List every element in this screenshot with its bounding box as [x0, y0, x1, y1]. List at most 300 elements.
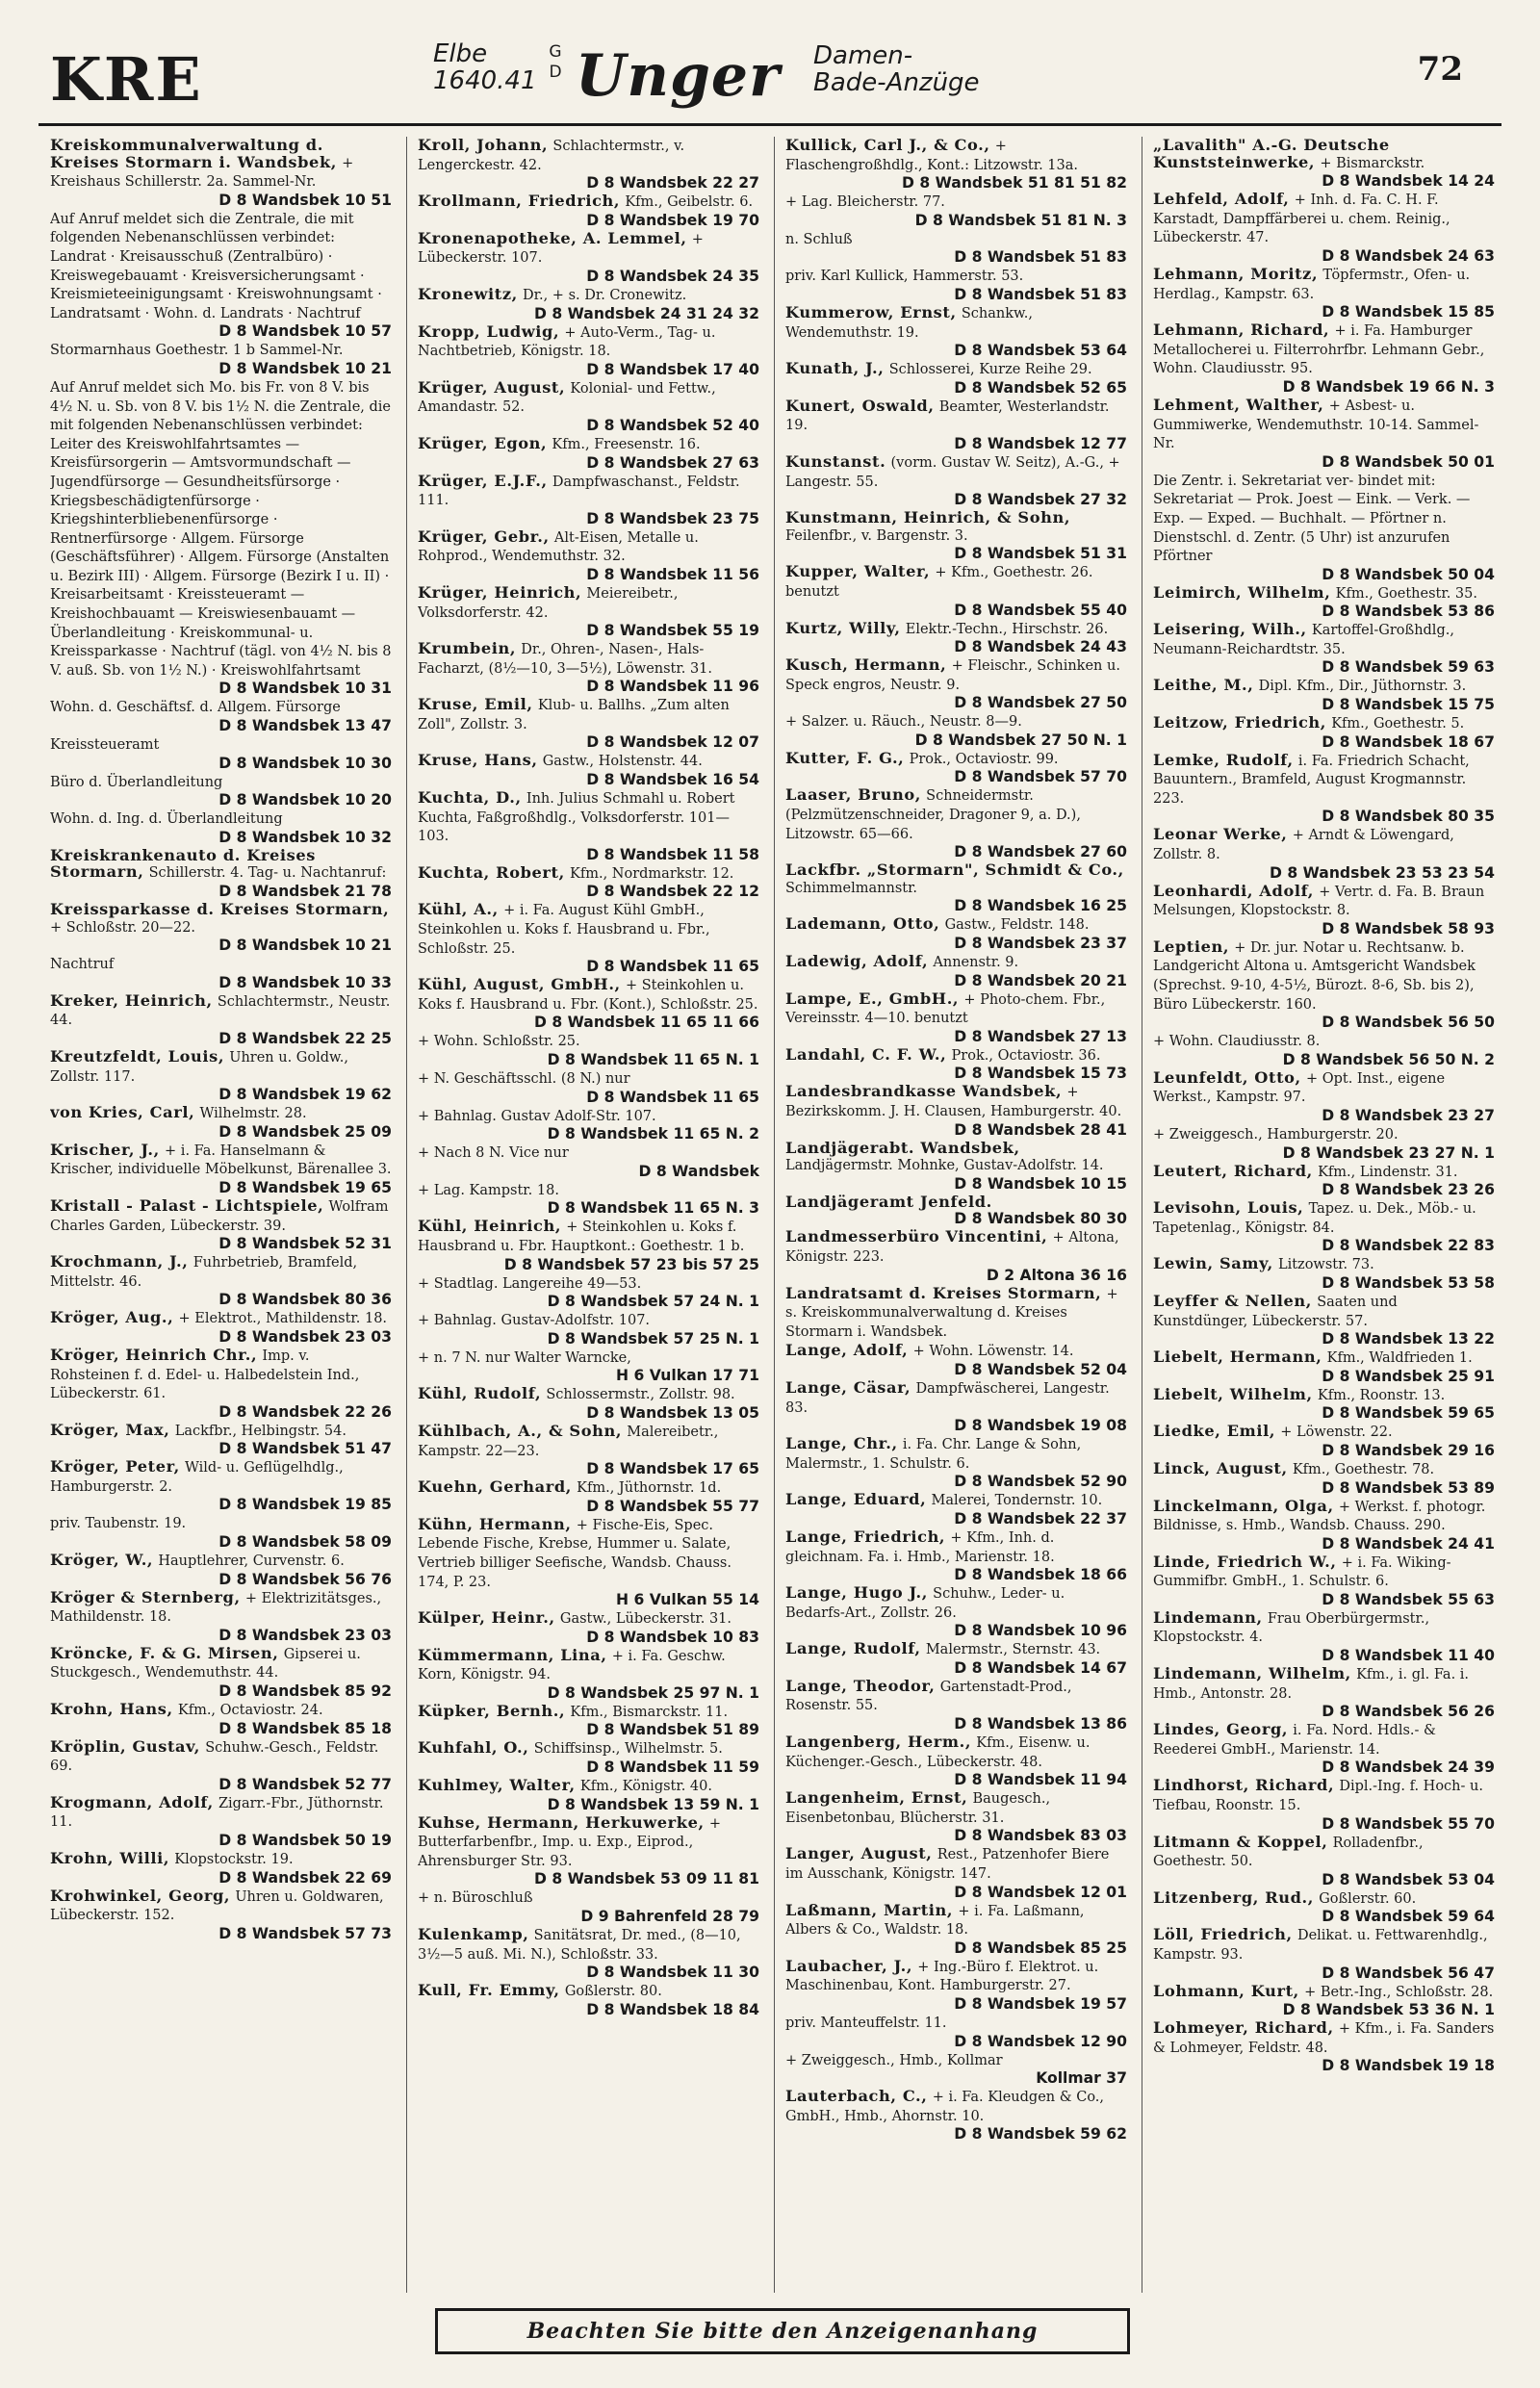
entry-phone: D 8 Wandsbek 25 91 — [1322, 1367, 1495, 1385]
entry-phone: D 8 Wandsbek 51 83 — [954, 248, 1127, 267]
directory-entry — [418, 1478, 759, 1515]
directory-entry — [418, 230, 759, 285]
entry-phone: D 8 Wandsbek 19 85 — [218, 1496, 392, 1514]
entry-description: + Bismarckstr. — [1320, 155, 1425, 171]
directory-entry — [418, 1609, 759, 1646]
entry-phone: D 8 Wandsbek 10 32 — [218, 828, 392, 846]
directory-entry — [50, 773, 392, 809]
entry-phone: D 8 Wandsbek 17 65 — [586, 1460, 759, 1478]
entry-phone: D 8 Wandsbek 16 25 — [954, 897, 1127, 915]
entry-description: Büro d. Überlandleitung — [50, 774, 223, 790]
entry-phone: D 8 Wandsbek 24 39 — [1322, 1759, 1495, 1777]
directory-entry — [785, 1678, 1127, 1733]
directory-entry — [50, 1887, 392, 1942]
entry-name: „Lavalith" A.-G. Deutsche Kunststeinwerke, — [1153, 137, 1390, 171]
entry-description: + n. Büroschluß — [418, 1890, 533, 1907]
directory-entry — [50, 210, 392, 341]
directory-entry — [785, 137, 1127, 192]
page-number: 72 — [1417, 50, 1463, 89]
directory-entry — [785, 1083, 1127, 1138]
entry-phone: D 8 Wandsbek 59 63 — [1322, 658, 1495, 677]
entry-name: Linck, August, — [1153, 1458, 1288, 1477]
directory-entry — [785, 712, 1127, 749]
directory-entry — [785, 915, 1127, 952]
entry-phone: D 8 Wandsbek 14 67 — [954, 1658, 1127, 1677]
column-divider — [406, 137, 407, 2293]
entry-description: + Photo-chem. Fbr., Vereinsstr. 4—10. benutzt — [785, 991, 1106, 1027]
entry-description: + i. Fa. Hanselmann & Krischer, individuelle Möbelkunst, Bärenallee 3. — [50, 1143, 392, 1178]
entry-phone: D 8 Wandsbek 24 63 — [1322, 246, 1495, 265]
directory-entry — [1153, 826, 1495, 881]
entry-phone: D 8 Wandsbek 57 73 — [218, 1924, 392, 1942]
entry-name: Lampe, E., GmbH., — [785, 989, 960, 1008]
entry-description: + Wohn. Claudiusstr. 8. — [1153, 1034, 1321, 1050]
entry-phone: D 8 Wandsbek 56 26 — [1322, 1703, 1495, 1721]
entry-phone: D 9 Bahrenfeld 28 79 — [580, 1908, 759, 1926]
directory-entry — [50, 1253, 392, 1308]
entry-name: Lohmann, Kurt, — [1153, 1981, 1299, 2000]
entry-description: Schankw., Wendemuthstr. 19. — [785, 305, 1033, 341]
entry-phone: D 8 Wandsbek 25 97 N. 1 — [547, 1683, 759, 1702]
entry-name: Lackfbr. „Stormarn", Schmidt & Co., — [785, 860, 1124, 880]
entry-name: Kröger & Sternberg, — [50, 1587, 241, 1606]
entry-phone: D 8 Wandsbek 10 21 — [218, 937, 392, 955]
directory-entry — [785, 453, 1127, 508]
entry-name: Kreiskrankenauto d. Kreises Stormarn, — [50, 845, 316, 882]
entry-phone: D 8 Wandsbek 12 77 — [954, 434, 1127, 452]
ad-left-line1: Elbe — [433, 39, 488, 68]
directory-entry — [418, 696, 759, 751]
entry-description: Kreissteueramt — [50, 737, 160, 754]
directory-entry — [418, 435, 759, 472]
entry-name: Kruse, Hans, — [418, 751, 538, 770]
entry-description: Malermstr., Sternstr. 43. — [925, 1642, 1101, 1658]
entry-phone: D 8 Wandsbek 19 57 — [954, 1995, 1127, 2013]
entry-description: + i. Fa. Wiking-Gummifbr. GmbH., 1. Schulstr. 6. — [1153, 1554, 1451, 1590]
entry-phone: D 8 Wandsbek 22 83 — [1322, 1237, 1495, 1255]
entry-description: Kartoffel-Großhdlg., Neumann-Reichardtstr. 35. — [1153, 623, 1454, 657]
entry-name: Lange, Friedrich, — [785, 1527, 946, 1546]
entry-phone: D 8 Wandsbek 11 65 N. 3 — [547, 1199, 759, 1218]
column-divider — [774, 137, 775, 2293]
entry-description: Schlossermstr., Zollstr. 98. — [546, 1387, 735, 1403]
entry-name: Linde, Friedrich W., — [1153, 1552, 1337, 1571]
directory-entry — [50, 735, 392, 772]
entry-description: Elektr.-Techn., Hirschstr. 26. — [905, 621, 1109, 637]
directory-entry — [785, 1379, 1127, 1434]
entry-phone: D 8 Wandsbek 27 50 — [954, 694, 1127, 712]
entry-phone: H 6 Vulkan 55 14 — [616, 1591, 759, 1609]
entry-phone: D 8 Wandsbek 17 40 — [586, 360, 759, 378]
directory-entry — [418, 1348, 759, 1385]
entry-phone: D 8 Wandsbek 10 96 — [954, 1622, 1127, 1640]
entry-name: Kreutzfeldt, Louis, — [50, 1046, 225, 1066]
entry-description: Klopstockstr. 19. — [174, 1852, 294, 1867]
directory-entry — [1153, 1199, 1495, 1254]
entry-phone: D 8 Wandsbek 83 03 — [954, 1827, 1127, 1845]
directory-entry — [1153, 1665, 1495, 1720]
directory-entry — [50, 992, 392, 1047]
entry-description: Sanitätsrat, Dr. med., (8—10, 3½—5 auß. Mi. N.), Schloßstr. 33. — [418, 1928, 741, 1963]
entry-description: + Lag. Kampstr. 18. — [418, 1182, 559, 1198]
entry-name: Kropp, Ludwig, — [418, 321, 560, 341]
entry-phone: D 8 Wandsbek 13 22 — [1322, 1330, 1495, 1348]
directory-entry — [785, 360, 1127, 397]
entry-description: + i. Fa. Geschw. Korn, Königstr. 94. — [418, 1648, 726, 1683]
directory-entry — [50, 847, 392, 900]
footer-banner — [435, 2308, 1130, 2354]
directory-entry — [1153, 621, 1495, 676]
entry-phone: D 8 Wandsbek 10 15 — [954, 1174, 1127, 1193]
entry-description: Feilenfbr., v. Bargenstr. 3. — [785, 527, 968, 544]
entry-description: Rest., Patzenhofer Biere im Ausschank, Königstr. 147. — [785, 1847, 1110, 1883]
directory-entry — [1153, 752, 1495, 826]
entry-name: Leptien, — [1153, 937, 1230, 956]
entry-description: Kolonial- und Fettw., Amandastr. 52. — [418, 380, 716, 416]
entry-description: + n. 7 N. nur Walter Warncke, — [418, 1349, 631, 1366]
directory-entry — [418, 752, 759, 788]
entry-phone: Kollmar 37 — [1036, 2069, 1127, 2088]
entry-description: Kfm., Roonstr. 13. — [1317, 1387, 1446, 1403]
entry-name: Kronewitz, — [418, 284, 518, 303]
directory-entry — [418, 789, 759, 863]
directory-entry — [785, 786, 1127, 860]
entry-description: + Steinkohlen u. Koks f. Hausbrand u. Fbr. Hauptkont.: Goethestr. 1 b. — [418, 1220, 745, 1254]
entry-description: Malereibetr., Kampstr. 22—23. — [418, 1424, 719, 1459]
directory-entry — [1153, 677, 1495, 713]
entry-description: Frau Oberbürgermstr., Klopstockstr. 4. — [1153, 1610, 1430, 1646]
entry-description: Kfm., Waldfrieden 1. — [1326, 1350, 1473, 1367]
entry-description: Kfm., Königstr. 40. — [579, 1779, 712, 1795]
directory-entry — [785, 1435, 1127, 1490]
entry-description: Kfm., Octaviostr. 24. — [177, 1703, 323, 1719]
directory-column-2 — [418, 137, 759, 2293]
entry-description: + Kfm., i. Fa. Sanders & Lohmeyer, Feldstr. 48. — [1153, 2021, 1495, 2056]
entry-phone: D 8 Wandsbek 24 43 — [954, 638, 1127, 656]
entry-phone: D 8 Wandsbek 56 50 — [1322, 1014, 1495, 1032]
directory-entry — [50, 955, 392, 991]
directory-entry — [418, 1703, 759, 1739]
entry-description: Schuhw.-Gesch., Feldstr. 69. — [50, 1739, 379, 1775]
entry-description: Kfm., Eisenw. u. Küchenger.-Gesch., Lübeckerstr. 48. — [785, 1735, 1091, 1770]
entry-phone: D 8 Wandsbek 53 58 — [1322, 1273, 1495, 1292]
entry-phone: D 8 Wandsbek 10 33 — [218, 973, 392, 991]
directory-entry — [50, 809, 392, 846]
entry-description: + Löwenstr. 22. — [1280, 1425, 1393, 1441]
entry-name: Lange, Chr., — [785, 1434, 898, 1453]
entry-phone: D 8 Wandsbek 23 03 — [218, 1626, 392, 1644]
directory-entry — [785, 230, 1127, 267]
directory-entry — [1153, 1834, 1495, 1888]
entry-name: Lange, Adolf, — [785, 1341, 909, 1360]
entry-description: + Elektrizitätsges., Mathildenstr. 18. — [50, 1590, 382, 1626]
entry-name: Langenheim, Ernst, — [785, 1788, 968, 1808]
entry-phone: D 8 Wandsbek 13 05 — [586, 1403, 759, 1422]
entry-phone: D 8 Wandsbek 23 37 — [954, 935, 1127, 953]
entry-phone: D 8 Wandsbek — [638, 1162, 759, 1180]
directory-entry — [1153, 321, 1495, 396]
ad-right-text — [813, 42, 980, 96]
entry-name: Kröger, Max, — [50, 1420, 170, 1439]
entry-description: i. Fa. Chr. Lange & Sohn, Malermstr., 1. Schulstr. 6. — [785, 1437, 1082, 1472]
directory-entry — [1153, 1983, 1495, 2019]
entry-description: + Kfm., Goethestr. 26. benutzt — [785, 565, 1093, 600]
entry-name: Leitzow, Friedrich, — [1153, 713, 1327, 732]
entry-description: Gipserei u. Stuckgesch., Wendemuthstr. 44. — [50, 1646, 361, 1682]
entry-name: Kühl, August, GmbH., — [418, 975, 621, 994]
directory-entry — [50, 1142, 392, 1196]
entry-phone: D 8 Wandsbek 19 18 — [1322, 2057, 1495, 2075]
entry-phone: D 8 Wandsbek 11 96 — [586, 678, 759, 696]
entry-description: + Steinkohlen u. Koks f. Hausbrand u. Fbr. (Kont.), Schloßstr. 25. — [418, 978, 758, 1013]
entry-name: Kunert, Oswald, — [785, 396, 935, 415]
entry-description: Fuhrbetrieb, Bramfeld, Mittelstr. 46. — [50, 1255, 358, 1290]
entry-name: Kühl, Heinrich, — [418, 1217, 562, 1236]
entry-name: Lange, Eduard, — [785, 1490, 927, 1509]
directory-entry — [785, 1194, 1127, 1228]
entry-phone: D 8 Wandsbek 11 65 N. 2 — [547, 1125, 759, 1143]
directory-entry — [1153, 2019, 1495, 2074]
entry-description: Schuhw., Leder- u. Bedarfs-Art., Zollstr. 26. — [785, 1586, 1065, 1621]
directory-entry — [418, 1888, 759, 1925]
entry-description: + Werkst. f. photogr. Bildnisse, s. Hmb., Wandsb. Chauss. 290. — [1153, 1499, 1486, 1534]
entry-name: Landratsamt d. Kreises Stormarn, — [785, 1283, 1102, 1302]
entry-description: i. Fa. Nord. Hdls.- & Reederei GmbH., Marienstr. 14. — [1153, 1723, 1436, 1758]
entry-phone: D 8 Wandsbek 13 59 N. 1 — [547, 1795, 759, 1813]
entry-name: Kuhlmey, Walter, — [418, 1776, 576, 1795]
entry-phone: D 8 Wandsbek 57 25 N. 1 — [547, 1329, 759, 1348]
directory-entry — [50, 137, 392, 209]
entry-phone: D 8 Wandsbek 24 41 — [1322, 1534, 1495, 1553]
ad-left-line2: 1640.41 — [433, 66, 537, 95]
entry-phone: D 8 Wandsbek 59 62 — [954, 2125, 1127, 2144]
entry-phone: D 8 Wandsbek 28 41 — [954, 1120, 1127, 1139]
entry-phone: D 8 Wandsbek 10 31 — [218, 680, 392, 698]
directory-entry — [785, 1140, 1127, 1193]
entry-name: Kuchta, D., — [418, 788, 522, 808]
entry-description: n. Schluß — [785, 231, 853, 247]
entry-phone: D 8 Wandsbek 52 04 — [954, 1360, 1127, 1378]
entry-name: Kühl, Rudolf, — [418, 1384, 542, 1403]
directory-entry — [50, 698, 392, 734]
entry-description: + i. Fa. Laßmann, Albers & Co., Waldstr. 18. — [785, 1903, 1085, 1939]
entry-description: Landjägermstr. Mohnke, Gustav-Adolfstr. 14. — [785, 1158, 1104, 1174]
entry-name: Leonhardi, Adolf, — [1153, 881, 1315, 900]
entry-description: Schneidermstr. (Pelzmützenschneider, Dragoner 9, a. D.), Litzowstr. 65—66. — [785, 788, 1081, 842]
directory-entry — [50, 1850, 392, 1887]
entry-name: Landmesserbüro Vincentini, — [785, 1227, 1048, 1246]
entry-description: + Dr. jur. Notar u. Rechtsanw. b. Landgericht Altona u. Amtsgericht Wandsbek (Sprechst. 9-10, 4-5½, Bürozt. 8-6, Sb. bis 2), Büro Lübeckerstr. 160. — [1153, 939, 1476, 1013]
entry-description: Schlachtermstr., Neustr. 44. — [50, 993, 391, 1029]
directory-entry — [50, 1552, 392, 1588]
entry-description: Kfm., Freesenstr. 16. — [552, 436, 701, 452]
entry-name: Lehmann, Richard, — [1153, 321, 1330, 340]
entry-name: Leisering, Wilh., — [1153, 620, 1307, 639]
footer-slogan: Beachten Sie bitte den Anzeigenanhang — [526, 2319, 1039, 2344]
entry-name: Lehment, Walther, — [1153, 395, 1324, 414]
directory-entry — [418, 864, 759, 901]
entry-description: Wilhelmstr. 28. — [199, 1106, 307, 1122]
entry-name: Kupper, Walter, — [785, 562, 931, 581]
entry-phone: D 8 Wandsbek 85 25 — [954, 1939, 1127, 1957]
directory-entry — [785, 398, 1127, 452]
directory-entry — [50, 1347, 392, 1421]
entry-description: + Bahnlag. Gustav-Adolfstr. 107. — [418, 1313, 651, 1329]
directory-entry — [418, 901, 759, 975]
entry-description: + Kreishaus Schillerstr. 2a. Sammel-Nr. — [50, 155, 354, 191]
entry-phone: D 8 Wandsbek 51 47 — [218, 1440, 392, 1458]
directory-entry — [1153, 1069, 1495, 1124]
entry-name: Krischer, J., — [50, 1140, 160, 1159]
entry-description: Zigarr.-Fbr., Jüthornstr. 11. — [50, 1795, 384, 1831]
entry-description: + Butterfarbenfbr., Imp. u. Exp., Eiprod., Ahrensburger Str. 93. — [418, 1815, 722, 1869]
entry-phone: D 8 Wandsbek 85 92 — [218, 1682, 392, 1701]
entry-name: Kröger, Peter, — [50, 1457, 180, 1476]
entry-name: Kunstanst. — [785, 451, 886, 471]
entry-name: Lademann, Otto, — [785, 914, 940, 934]
entry-description: Dampfwaschanst., Feldstr. 111. — [418, 474, 740, 509]
entry-name: Kunstmann, Heinrich, & Sohn, — [785, 508, 1071, 527]
directory-entry — [785, 1584, 1127, 1639]
entry-phone: D 8 Wandsbek 27 63 — [586, 453, 759, 472]
entry-name: Kull, Fr. Emmy, — [418, 1981, 560, 2000]
directory-entry — [1153, 397, 1495, 471]
directory-entry — [785, 1528, 1127, 1583]
entry-phone: D 8 Wandsbek 23 26 — [1322, 1181, 1495, 1199]
entry-description: Goßlerstr. 60. — [1319, 1890, 1417, 1907]
entry-phone: D 8 Wandsbek 56 50 N. 2 — [1282, 1050, 1495, 1068]
entry-name: Lauterbach, C., — [785, 2087, 928, 2106]
entry-description: Kfm., Bismarckstr. 11. — [570, 1704, 729, 1720]
entry-description: Gartenstadt-Prod., Rosenstr. 55. — [785, 1679, 1072, 1714]
entry-description: Kfm., Goethestr. 5. — [1331, 716, 1465, 732]
directory-entry — [418, 1069, 759, 1106]
entry-name: Kreker, Heinrich, — [50, 990, 213, 1010]
entry-name: Kröger, Aug., — [50, 1308, 174, 1327]
directory-entry — [1153, 1032, 1495, 1068]
entry-name: Krochmann, J., — [50, 1252, 189, 1271]
entry-description: Prok., Octaviostr. 36. — [951, 1047, 1101, 1064]
entry-description: Wolfram Charles Garden, Lübeckerstr. 39. — [50, 1198, 389, 1234]
entry-phone: D 8 Wandsbek 27 50 N. 1 — [914, 731, 1127, 749]
entry-name: Kuchta, Robert, — [418, 862, 565, 882]
entry-description: Gastw., Holstenstr. 44. — [542, 754, 703, 770]
entry-name: Kreissparkasse d. Kreises Stormarn, — [50, 900, 390, 918]
entry-description: Schimmelmannstr. — [785, 880, 918, 896]
entry-description: + Opt. Inst., eigene Werkst., Kampstr. 97. — [1153, 1070, 1446, 1106]
entry-description: Kfm., Lindenstr. 31. — [1318, 1164, 1458, 1180]
entry-phone: D 8 Wandsbek 50 19 — [218, 1832, 392, 1849]
entry-phone: D 8 Wandsbek 85 18 — [218, 1719, 392, 1737]
directory-entry — [1153, 714, 1495, 751]
entry-phone: D 8 Wandsbek 12 90 — [954, 2032, 1127, 2050]
entry-phone: D 8 Wandsbek 22 12 — [586, 883, 759, 901]
entry-description: Tapez. u. Dek., Möb.- u. Tapetenlag., Königstr. 84. — [1153, 1201, 1476, 1236]
entry-phone: D 8 Wandsbek 22 69 — [218, 1868, 392, 1887]
entry-description: + i. Fa. August Kühl GmbH., Steinkohlen u. Koks f. Hausbrand u. Fbr., Schloßstr. 25. — [418, 903, 710, 957]
entry-phone: D 8 Wandsbek 10 57 — [218, 322, 392, 341]
entry-name: Kreiskommunalverwaltung d. Kreises Stormarn i. Wandsbek, — [50, 137, 338, 171]
entry-description: priv. Karl Kullick, Hammerstr. 53. — [785, 269, 1024, 285]
entry-phone: D 8 Wandsbek 57 23 bis 57 25 — [503, 1255, 759, 1273]
directory-entry — [785, 1285, 1127, 1342]
entry-name: Lohmeyer, Richard, — [1153, 2018, 1334, 2038]
entry-phone: D 8 Wandsbek 12 07 — [586, 733, 759, 752]
entry-phone: D 8 Wandsbek 11 59 — [586, 1759, 759, 1777]
entry-description: Imp. v. Rohsteinen f. d. Edel- u. Halbedelstein Ind., Lübeckerstr. 61. — [50, 1348, 360, 1402]
entry-description: + Inh. d. Fa. C. H. F. Karstadt, Dampffärberei u. chem. Reinig., Lübeckerstr. 47. — [1153, 193, 1450, 246]
entry-description: Dr., + s. Dr. Cronewitz. — [523, 287, 687, 303]
entry-name: Krollmann, Friedrich, — [418, 192, 621, 211]
directory-entry — [418, 1311, 759, 1348]
entry-name: Leimirch, Wilhelm, — [1153, 582, 1331, 602]
entry-phone: D 8 Wandsbek 59 65 — [1322, 1404, 1495, 1423]
entry-description: + Fische-Eis, Spec. Lebende Fische, Krebse, Hummer u. Salate, Vertrieb billiger Seefische, Wandsb. Chauss. 174, P. 23. — [418, 1517, 732, 1590]
entry-phone: D 8 Wandsbek 22 37 — [954, 1509, 1127, 1528]
entry-description: Gastw., Lübeckerstr. 31. — [559, 1611, 732, 1628]
entry-name: Lehfeld, Adolf, — [1153, 190, 1290, 209]
directory-entry — [50, 1794, 392, 1849]
ad-d-mark: D — [549, 63, 562, 82]
entry-description: + Bezirkskomm. J. H. Clausen, Hamburgerstr. 40. — [785, 1085, 1122, 1119]
entry-name: Laaser, Bruno, — [785, 785, 921, 805]
entry-description: Schlosserei, Kurze Reihe 29. — [888, 362, 1092, 378]
entry-name: Kroll, Johann, — [418, 137, 549, 154]
entry-description: Meiereibetr., Volksdorferstr. 42. — [418, 585, 679, 621]
directory-entry — [1153, 1721, 1495, 1776]
entry-phone: D 8 Wandsbek 15 73 — [954, 1065, 1127, 1083]
entry-description: Die Zentr. i. Sekretariat ver- bindet mit: Sekretariat — Prok. Joest — Eink. — Verk. — Exp. — Exped. — Buchhalt. — Pförtner n. Dienstschl. d. Zentr. (5 Uhr) ist anzurufen Pförtner — [1153, 473, 1471, 565]
directory-entry — [785, 1640, 1127, 1677]
directory-entry — [1153, 1889, 1495, 1926]
entry-name: Landahl, C. F. W., — [785, 1044, 947, 1064]
directory-entry — [418, 1274, 759, 1311]
directory-entry — [1153, 1553, 1495, 1608]
directory-entry — [50, 1514, 392, 1551]
entry-phone: D 8 Wandsbek 13 86 — [954, 1715, 1127, 1733]
entry-description: Delikat. u. Fettwarenhdlg., Kampstr. 93. — [1153, 1928, 1488, 1963]
ad-right-line1: Damen- — [813, 41, 913, 70]
entry-name: Lewin, Samy, — [1153, 1254, 1273, 1273]
entry-phone: D 8 Wandsbek 50 01 — [1322, 452, 1495, 471]
entry-name: Kunath, J., — [785, 359, 885, 378]
directory-entry — [418, 1516, 759, 1608]
entry-name: Krogmann, Adolf, — [50, 1792, 214, 1811]
page-header — [38, 39, 1502, 130]
entry-name: Krohn, Willi, — [50, 1849, 170, 1867]
ad-right-line2: Bade-Anzüge — [813, 68, 980, 97]
entry-phone: D 8 Wandsbek 27 32 — [954, 491, 1127, 509]
entry-phone: D 8 Wandsbek 52 77 — [218, 1775, 392, 1793]
directory-entry — [1153, 1777, 1495, 1832]
entry-phone: D 8 Wandsbek 11 65 11 66 — [534, 1014, 759, 1032]
header-rule — [38, 123, 1502, 126]
directory-entry — [418, 137, 759, 192]
directory-entry — [1153, 1125, 1495, 1162]
entry-description: + Bahnlag. Gustav Adolf-Str. 107. — [418, 1108, 656, 1124]
entry-phone: D 8 Wandsbek 20 21 — [954, 971, 1127, 989]
entry-description: Schiffsinsp., Wilhelmstr. 5. — [533, 1741, 723, 1758]
directory-entry — [785, 2014, 1127, 2050]
entry-description: priv. Manteuffelstr. 11. — [785, 2016, 947, 2031]
entry-name: Lange, Cäsar, — [785, 1377, 911, 1397]
entry-phone: D 2 Altona 36 16 — [986, 1266, 1127, 1284]
entry-name: Lindhorst, Richard, — [1153, 1776, 1335, 1795]
directory-entry — [50, 378, 392, 698]
entry-description: + Lag. Bleicherstr. 77. — [785, 194, 945, 211]
ad-brand-name: Unger — [576, 42, 781, 110]
directory-entry — [418, 1647, 759, 1702]
